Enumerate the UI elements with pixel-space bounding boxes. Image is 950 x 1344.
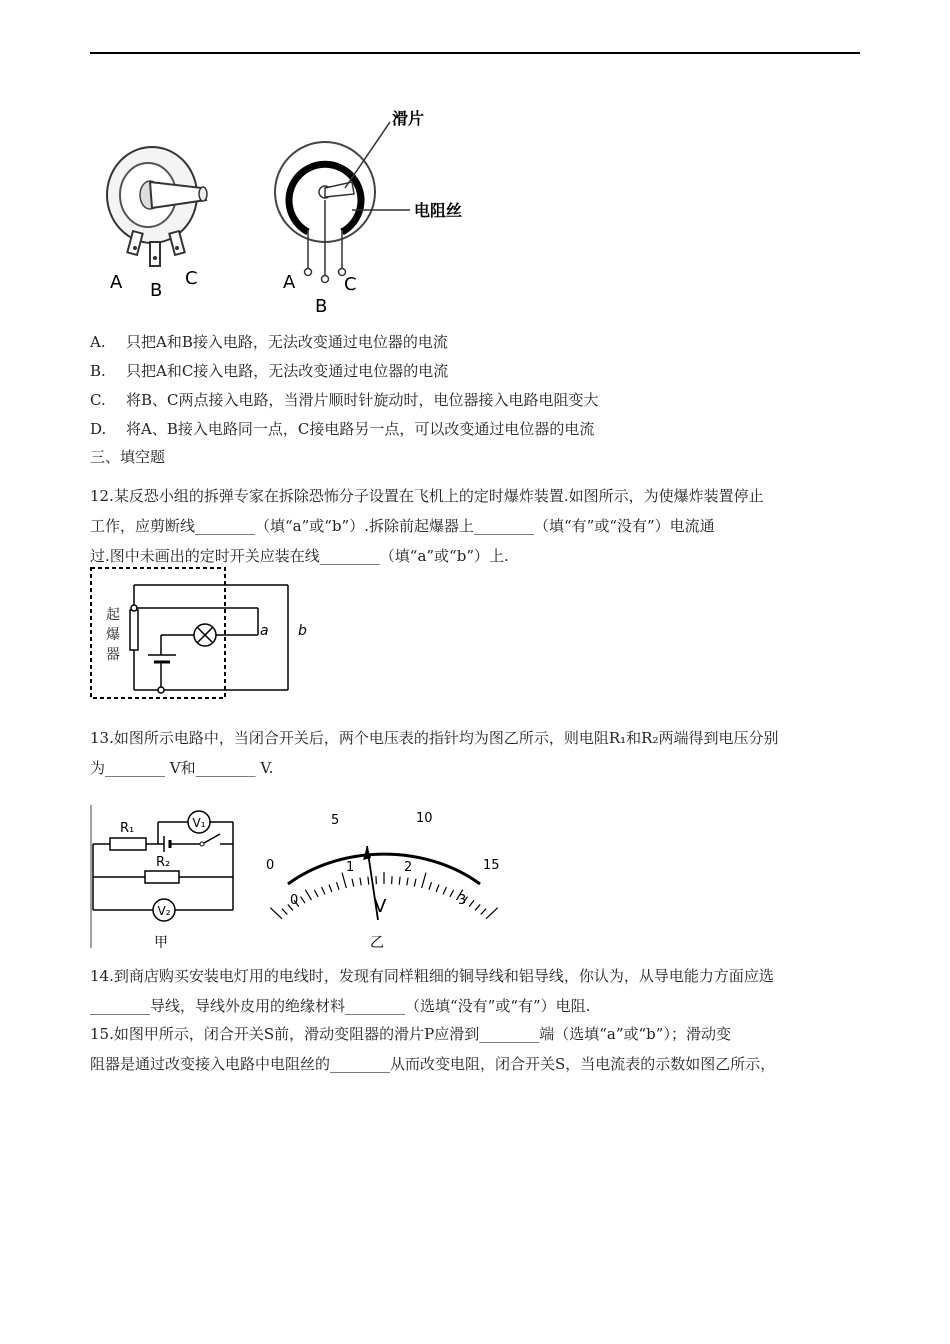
voltage-circuit-figure	[88, 802, 253, 954]
dial-tick	[422, 873, 426, 888]
right-terminal-b: B	[315, 296, 328, 317]
r2-label: R₂	[156, 855, 171, 870]
outer-tick-0: 0	[266, 858, 275, 873]
dial-tick	[322, 887, 325, 894]
option-d: D. 将A、B接入电路同一点，C接电路另一点，可以改变通过电位器的电流	[90, 420, 595, 438]
inner-tick-3: 3	[458, 893, 467, 908]
resistance-wire-label: 电阻丝	[414, 201, 463, 220]
wire-b-label: b	[298, 623, 307, 639]
slider-label: 滑片	[392, 109, 425, 128]
q14-line2: ________导线，导线外皮用的绝缘材料________（选填“没有”或“有”）电阻.	[90, 997, 591, 1015]
potentiometer-schematic	[275, 109, 462, 317]
q14-line1: 14.到商店购买安装电灯用的电线时，发现有同样粗细的铜导线和铝导线，你认为，从导电能力方面应选	[90, 967, 774, 985]
v1-label: V₁	[192, 816, 206, 830]
voltmeter-dial-figure	[258, 802, 508, 954]
header-rule	[90, 52, 860, 54]
wire-a-label: a	[260, 623, 269, 639]
needle-tip	[363, 846, 371, 860]
dial-tick	[399, 877, 400, 885]
outer-tick-10: 10	[416, 811, 433, 826]
section-heading: 三、填空题	[90, 448, 166, 466]
inner-tick-2: 2	[404, 860, 413, 875]
dial-tick	[407, 878, 408, 886]
dial-tick	[368, 877, 369, 885]
dial-tick	[429, 882, 432, 890]
dial-tick	[414, 879, 416, 887]
option-c: C. 将B、C两点接入电路，当滑片顺时针旋动时，电位器接入电路电阻变大	[90, 391, 599, 409]
dial-tick	[360, 878, 361, 886]
q13-line1: 13.如图所示电路中，当闭合开关后，两个电压表的指针均为图乙所示，则电阻R₁和R₂两端得到电压分别	[90, 729, 779, 747]
dial-tick	[475, 904, 480, 910]
detonator-circuit-figure	[88, 565, 328, 705]
potentiometer-figure	[90, 100, 490, 320]
r1-label: R₁	[120, 821, 135, 836]
dial-tick	[352, 879, 354, 887]
potentiometer-3d-drawing	[107, 147, 207, 301]
dial-tick	[436, 884, 439, 891]
inner-tick-0: 0	[290, 893, 299, 908]
circuit-caption: 甲	[154, 935, 168, 951]
right-terminal-a: A	[283, 272, 296, 293]
detonator-label: 起爆器	[106, 607, 120, 663]
q12-line2: 工作，应剪断线________（填“a”或“b”）.拆除前起爆器上________（填“有”或“没有”）电流通	[90, 517, 715, 535]
inner-tick-1: 1	[346, 860, 355, 875]
outer-tick-5: 5	[331, 813, 340, 828]
option-b: B. 只把A和C接入电路，无法改变通过电位器的电流	[90, 362, 449, 380]
dial-tick	[481, 909, 487, 915]
dial-tick	[301, 897, 306, 904]
dial-tick	[314, 890, 318, 897]
dial-tick	[469, 900, 474, 906]
left-terminal-c: C	[185, 268, 198, 289]
left-terminal-b: B	[150, 280, 163, 301]
dial-tick	[337, 882, 340, 890]
unit-label: V	[374, 896, 387, 917]
dial-tick	[486, 908, 498, 919]
q15-line2: 阻器是通过改变接入电路中电阻丝的________从而改变电阻，闭合开关S，当电流表的示数如图乙所示，	[90, 1055, 776, 1073]
dial-tick	[282, 909, 288, 915]
dial-tick	[270, 908, 282, 919]
right-terminal-c: C	[344, 274, 357, 295]
dial-tick	[305, 890, 311, 900]
dial-tick	[329, 884, 332, 891]
dial-tick	[443, 887, 446, 894]
left-terminal-a: A	[110, 272, 123, 293]
option-a: A. 只把A和B接入电路，无法改变通过电位器的电流	[90, 333, 448, 351]
q12-line1: 12.某反恐小组的拆弹专家在拆除恐怖分子设置在飞机上的定时爆炸装置.如图所示，为使爆炸装置停止	[90, 487, 764, 505]
q15-line1: 15.如图甲所示，闭合开关S前，滑动变阻器的滑片P应滑到________端（选填“a”或“b”）；滑动变	[90, 1025, 731, 1043]
v2-label: V₂	[157, 904, 171, 918]
dial-tick	[450, 890, 454, 897]
q13-line2: 为________ V和________ V.	[90, 759, 274, 777]
outer-tick-15: 15	[483, 858, 500, 873]
meter-caption: 乙	[370, 935, 384, 951]
q12-line3: 过.图中未画出的定时开关应装在线________（填“a”或“b”）上.	[90, 547, 509, 565]
